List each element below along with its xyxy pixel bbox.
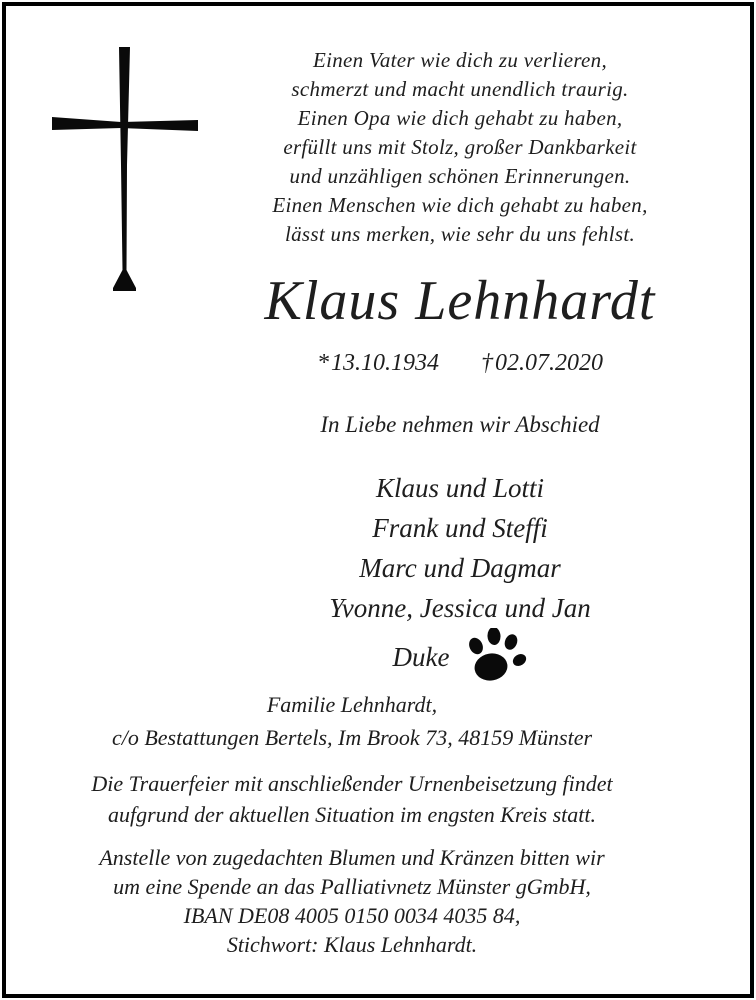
life-dates: [0, 348, 756, 378]
opening-poem: [0, 46, 756, 249]
family-line: Familie Lehnhardt,: [266, 692, 438, 717]
pet-name: Duke: [392, 642, 450, 672]
donation-info-line: Anstelle von zugedachten Blumen und Kränzen bitten wir: [99, 845, 605, 870]
mourner-line: Yvonne, Jessica und Jan: [329, 593, 591, 623]
donation-iban-line: IBAN DE08 4005 0150 0034 4035 84,: [183, 903, 521, 928]
family-address-block: [0, 688, 756, 754]
paw-print-icon: [463, 628, 527, 686]
farewell-line: In Liebe nehmen wir Abschied: [320, 412, 600, 437]
pet-line: [0, 628, 756, 686]
funeral-info-block: [0, 768, 756, 830]
birth-date-group: [317, 348, 439, 378]
funeral-info-line: Die Trauerfeier mit anschließender Urnenbeisetzung findet: [91, 771, 613, 796]
donation-info-line: um eine Spende an das Palliativnetz Münster gGmbH,: [113, 874, 591, 899]
poem-line: und unzähligen schönen Erinnerungen.: [289, 164, 631, 188]
death-symbol: †: [481, 350, 493, 376]
poem-line: erfüllt uns mit Stolz, großer Dankbarkeit: [283, 135, 637, 159]
donation-info-block: [0, 843, 756, 959]
mourner-line: Marc und Dagmar: [359, 553, 561, 583]
mourner-line: Klaus und Lotti: [375, 473, 545, 503]
mourner-line: Frank und Steffi: [372, 513, 548, 543]
funeral-info-line: aufgrund der aktuellen Situation im engsten Kreis statt.: [107, 802, 597, 827]
birth-symbol: *: [316, 350, 329, 376]
death-date: 02.07.2020: [495, 350, 604, 376]
poem-line: Einen Menschen wie dich gehabt zu haben,: [272, 193, 648, 217]
poem-line: Einen Vater wie dich zu verlieren,: [312, 48, 608, 72]
donation-keyword-line: Stichwort: Klaus Lehnhardt.: [226, 932, 478, 957]
birth-date: 13.10.1934: [331, 350, 439, 376]
poem-line: lässt uns merken, wie sehr du uns fehlst.: [284, 222, 636, 246]
poem-line: Einen Opa wie dich gehabt zu haben,: [297, 106, 623, 130]
deceased-name: Klaus Lehnhardt: [264, 270, 656, 332]
poem-line: schmerzt und macht unendlich traurig.: [291, 77, 629, 101]
address-line: c/o Bestattungen Bertels, Im Brook 73, 48159 Münster: [111, 725, 593, 750]
mourners-list: [0, 468, 756, 628]
death-date-group: [481, 348, 603, 378]
